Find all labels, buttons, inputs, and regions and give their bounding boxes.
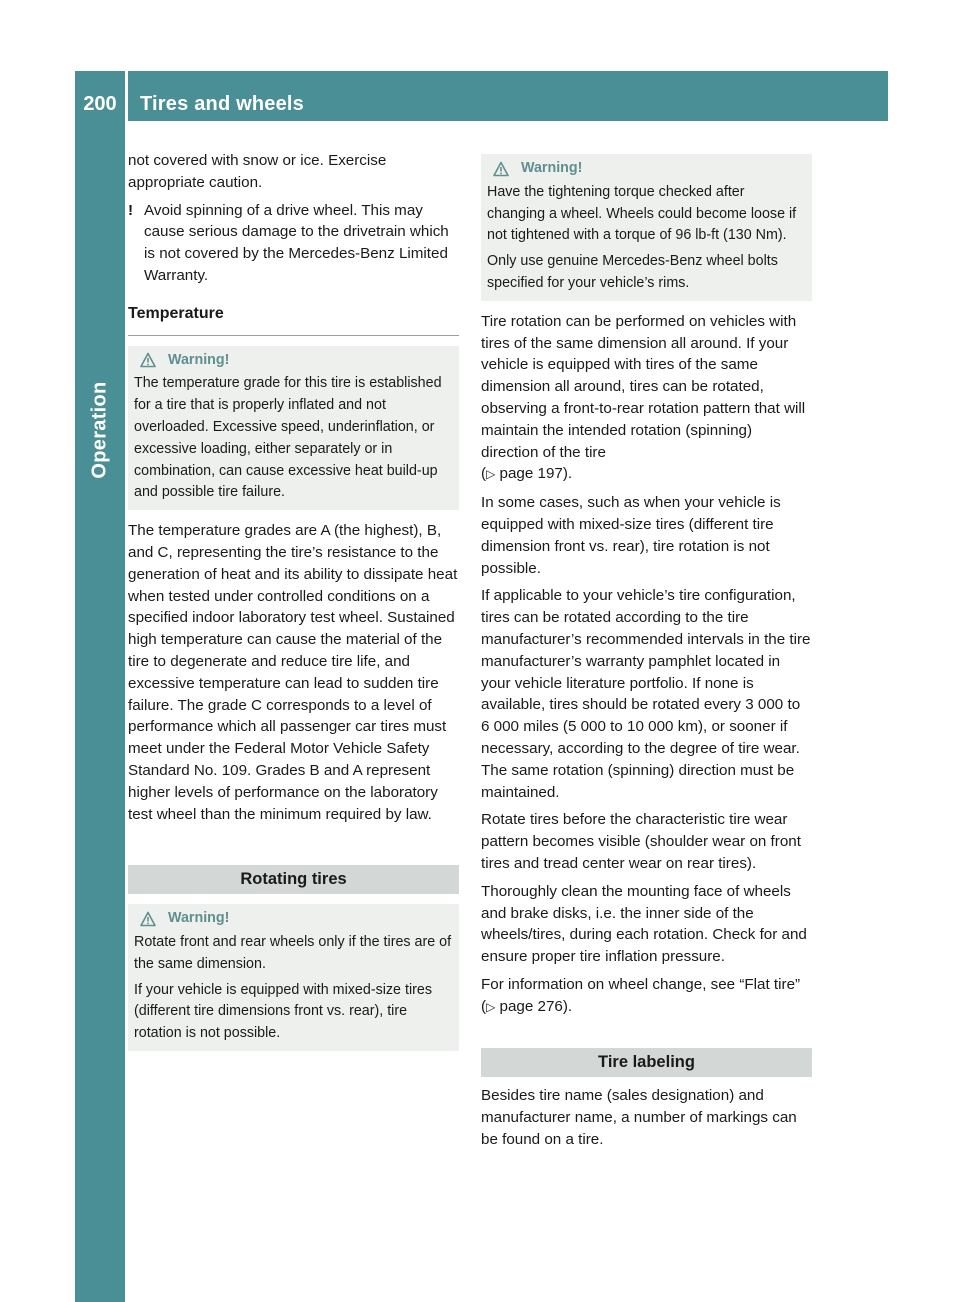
torque-warning-text-1: Have the tightening torque checked after changing a wheel. Wheels could become loose if not tightened with a torque of 96 lb-ft (130 Nm). [487,183,797,244]
rotation-paragraph-2: In some cases, such as when your vehicle is equipped with mixed-size tires (different tire dimension front vs. rear), tire rotation is not possible. [481,494,781,577]
paragraph-snow: not covered with snow or ice. Exercise appropriate caution. [128,152,387,191]
flat-tire-text: For information on wheel change, see “Flat tire” ( [481,975,801,1015]
flat-tire-paragraph [481,974,812,1019]
side-tab-bar [75,171,125,1302]
note-drive-wheel [128,200,459,287]
warning-title [134,350,453,372]
warning-triangle-icon [493,161,509,177]
torque-warning-text-2: Only use genuine Mercedes-Benz wheel bolts specified for your vehicle’s rims. [487,253,778,291]
warning-triangle-icon [140,352,156,368]
rotating-warning-text-2: If your vehicle is equipped with mixed-size tires (different tire dimensions front vs. rear), tire rotation is not possible. [134,981,432,1042]
warning-title [487,158,806,180]
temperature-warning-text: The temperature grade for this tire is established for a tire that is properly inflated and not overloaded. Excessive speed, underinflation, or excessive loading, either separately or in combination, can cause excessive heat build-up and possible tire failure. [134,375,442,501]
page-reference-197[interactable]: page 197). [495,465,573,483]
page-reference-arrow-icon: ▷ [486,467,496,482]
section-title: Tires and wheels [140,93,305,115]
note-text: Avoid spinning of a drive wheel. This may cause serious damage to the drivetrain which is not covered by the Mercedes-Benz Limited Warranty. [144,201,449,284]
page-number: 200 [83,93,117,115]
rotation-paragraph-3: If applicable to your vehicle’s tire configuration, tires can be rotated according to the tire manufacturer’s recommended intervals in the tire manufacturer’s warranty pamphlet located in your vehicle literature portfolio. If none is available, tires should be rotated every 3 000 to 6 000 miles (5 000 to 10 000 km), or sooner if necessary, according to the degree of tire wear. The same rotation (spinning) direction must be maintained. [481,587,811,801]
page-reference-276[interactable]: page 276). [495,997,573,1015]
rotation-text: Tire rotation can be performed on vehicles with tires of the same dimension all around. If your vehicle is equipped with tires of the same dimension all around, tires can be rotated, observing a front-to-rear rotation pattern that will maintain the intended rotation (spinning) direction of the tire [481,312,806,461]
rotating-tires-heading: Rotating tires [128,865,459,894]
rotating-warning-text-1: Rotate front and rear wheels only if the tires are of the same dimension. [134,933,452,972]
rotation-paragraph-5: Thoroughly clean the mounting face of wheels and brake disks, i.e. the inner side of the wheels/tires, during each rotation. Check for and ensure proper tire inflation pressure. [481,882,807,966]
right-column [481,150,812,1157]
rotation-paragraph-4: Rotate tires before the characteristic tire wear pattern becomes visible (shoulder wear on front tires and tread center wear on rear tires). [481,811,801,872]
labeling-paragraph: Besides tire name (sales designation) and manufacturer name, a number of markings can be found on a tire. [481,1087,797,1148]
page-reference-arrow-icon: ▷ [486,999,496,1014]
warning-title-text: Warning! [168,910,230,927]
side-tab-label: Operation [88,381,111,479]
left-column [128,150,459,1061]
warning-triangle-icon [140,911,156,927]
warning-title [134,908,453,930]
warning-title-text: Warning! [168,351,230,368]
rotating-warning-box [128,904,459,1051]
temperature-warning-box [128,346,459,511]
temperature-heading: Temperature [128,303,459,336]
warning-title-text: Warning! [521,160,583,176]
side-tab-marker [75,121,125,171]
exclamation-icon: ! [128,201,134,219]
torque-warning-box [481,154,812,301]
ref-open: ( [481,465,487,483]
temperature-paragraph: The temperature grades are A (the highest), B, and C, representing the tire’s resistance to the generation of heat and its ability to dissipate heat when tested under controlled conditions on a specified indoor laboratory test wheel. Sustained high temperature can cause the material of the tire to degenerate and reduce tire life, and excessive temperature can lead to sudden tire failure. The grade C corresponds to a level of performance which all passenger car tires must meet under the Federal Motor Vehicle Safety Standard No. 109. Grades B and A represent higher levels of performance on the laboratory test wheel than the minimum required by law. [128,522,458,823]
rotation-paragraph-1 [481,311,812,486]
tire-labeling-heading: Tire labeling [481,1048,812,1077]
header-divider [125,71,128,121]
